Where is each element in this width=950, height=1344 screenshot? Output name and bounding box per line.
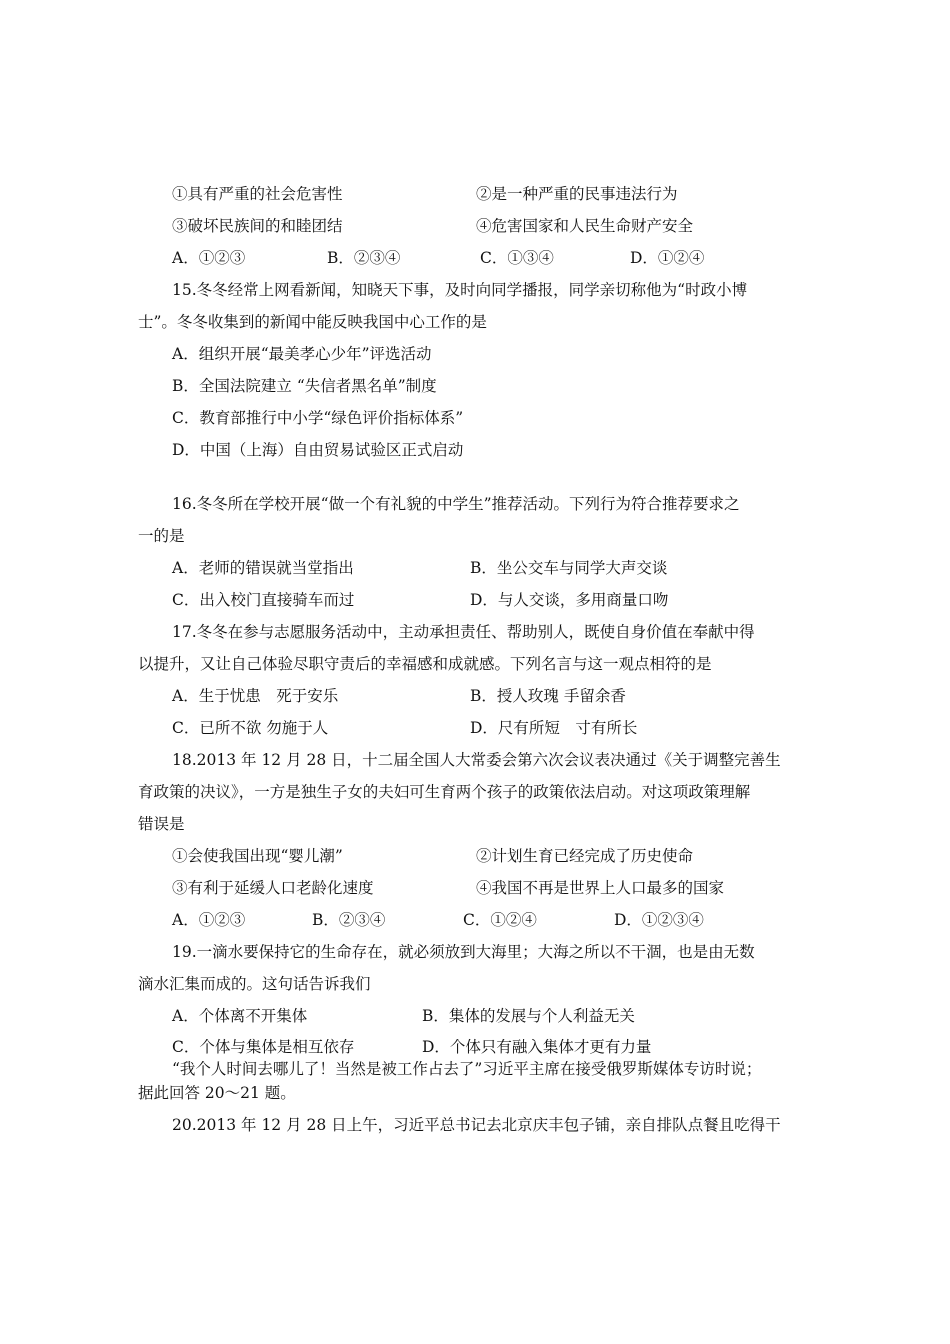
q20-stem-line1: 20.2013 年 12 月 28 日上午，习近平总书记去北京庆丰包子铺，亲自排队点餐且吃得干 [172,1116,781,1134]
q14-option-a: A．①②③ [172,249,246,267]
q17-option-d: D．尺有所短 寸有所长 [470,719,638,737]
q19-option-d: D．个体只有融入集体才更有力量 [422,1038,652,1056]
q14-item-4: ④危害国家和人民生命财产安全 [476,217,694,235]
q16-option-b: B．坐公交车与同学大声交谈 [470,559,668,577]
q18-option-d: D．①②③④ [614,911,704,929]
q19-option-a: A．个体离不开集体 [172,1007,308,1025]
q14-option-b: B．②③④ [327,249,401,267]
q14-item-2: ②是一种严重的民事违法行为 [476,185,678,203]
q15-option-b: B．全国法院建立 “失信者黑名单”制度 [172,377,437,395]
q18-option-b: B．②③④ [312,911,386,929]
q18-item-1: ①会使我国出现“婴儿潮” [172,847,343,865]
q14-option-d: D．①②④ [630,249,705,267]
q14-option-c: C．①③④ [480,249,554,267]
q18-item-3: ③有利于延缓人口老龄化速度 [172,879,374,897]
q19-option-c: C．个体与集体是相互依存 [172,1038,355,1056]
q18-item-2: ②计划生育已经完成了历史使命 [476,847,694,865]
q19-stem-line2: 滴水汇集而成的。这句话告诉我们 [138,975,371,993]
q17-option-a: A．生于忧患 死于安乐 [172,687,339,705]
q15-option-d: D．中国（上海）自由贸易试验区正式启动 [172,441,464,459]
q14-item-1: ①具有严重的社会危害性 [172,185,343,203]
q16-option-c: C．出入校门直接骑车而过 [172,591,355,609]
q18-option-a: A．①②③ [172,911,246,929]
q17-stem-line1: 17.冬冬在参与志愿服务活动中，主动承担责任、帮助别人，既使自身价值在奉献中得 [172,623,755,641]
q17-option-b: B．授人玫瑰 手留余香 [470,687,626,705]
q16-option-a: A．老师的错误就当堂指出 [172,559,354,577]
q18-option-c: C．①②④ [463,911,537,929]
material-line2: 据此回答 20～21 题。 [138,1084,296,1102]
q15-option-a: A．组织开展“最美孝心少年”评选活动 [172,345,432,363]
q17-option-c: C．已所不欲 勿施于人 [172,719,329,737]
q16-stem-line1: 16.冬冬所在学校开展“做一个有礼貌的中学生”推荐活动。下列行为符合推荐要求之 [172,495,740,513]
q18-stem-line3: 错误是 [138,815,185,833]
q18-stem-line1: 18.2013 年 12 月 28 日，十二届全国人大常委会第六次会议表决通过《关于调整完善生 [172,751,781,769]
q15-stem-line1: 15.冬冬经常上网看新闻，知晓天下事，及时向同学播报，同学亲切称他为“时政小博 [172,281,748,299]
q18-item-4: ④我国不再是世界上人口最多的国家 [476,879,725,897]
q19-option-b: B．集体的发展与个人利益无关 [422,1007,635,1025]
q19-stem-line1: 19.一滴水要保持它的生命存在，就必须放到大海里；大海之所以不干涸，也是由无数 [172,943,755,961]
q18-stem-line2: 育政策的决议》，一方是独生子女的夫妇可生育两个孩子的政策依法启动。对这项政策理解 [138,783,751,801]
q14-item-3: ③破坏民族间的和睦团结 [172,217,343,235]
q16-stem-line2: 一的是 [138,527,185,545]
material-line1: “我个人时间去哪儿了！当然是被工作占去了”习近平主席在接受俄罗斯媒体专访时说； [172,1060,762,1078]
q17-stem-line2: 以提升，又让自己体验尽职守责后的幸福感和成就感。下列名言与这一观点相符的是 [138,655,712,673]
q16-option-d: D．与人交谈，多用商量口吻 [470,591,669,609]
q15-option-c: C．教育部推行中小学“绿色评价指标体系” [172,409,464,427]
q15-stem-line2: 士”。冬冬收集到的新闻中能反映我国中心工作的是 [138,313,487,331]
